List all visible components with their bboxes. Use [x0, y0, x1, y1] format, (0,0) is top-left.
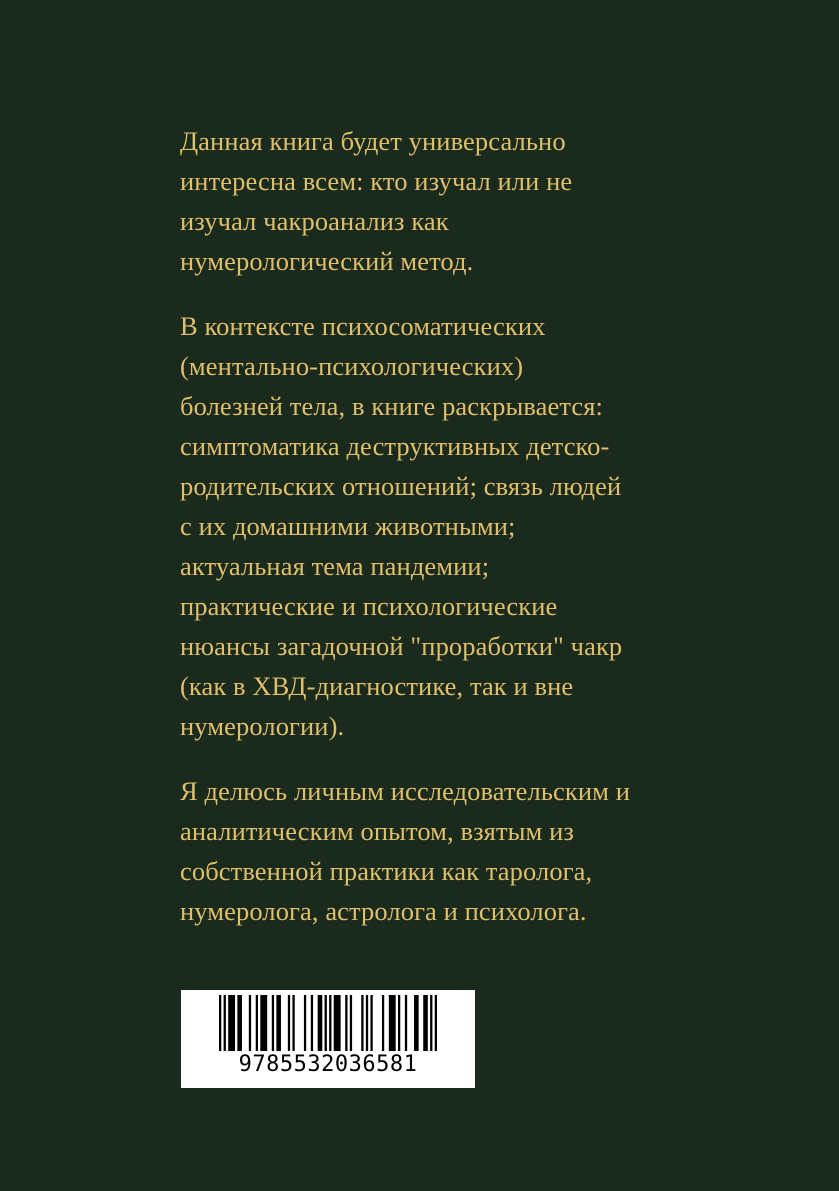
text-line: нумерологии).	[180, 711, 345, 741]
isbn-number: 9785532036581	[238, 1052, 418, 1077]
barcode-bar	[389, 995, 396, 1051]
barcode-bar	[272, 995, 274, 1051]
barcode-bar	[256, 995, 258, 1051]
paragraph-context	[180, 306, 660, 746]
barcode-bar	[350, 995, 352, 1051]
barcode-bar	[370, 995, 372, 1051]
barcode-bar	[405, 995, 407, 1051]
text-line: нумерологический метод.	[180, 246, 474, 276]
barcode-bar	[334, 995, 341, 1051]
text-line: болезней тела, в книге раскрывается:	[180, 391, 603, 421]
text-line: В контексте психосоматических	[180, 311, 546, 341]
barcode-bar	[366, 995, 368, 1051]
barcode-bar	[398, 995, 400, 1051]
barcode-bar	[228, 995, 235, 1051]
barcode-bar	[237, 995, 242, 1051]
text-line: Данная книга будет универсально	[180, 126, 566, 156]
barcode-bar	[325, 995, 327, 1051]
isbn-barcode	[181, 990, 475, 1088]
paragraph-author	[180, 771, 660, 931]
barcode-bar	[276, 995, 281, 1051]
barcode-bar	[430, 995, 432, 1051]
annotation-text	[180, 121, 660, 956]
text-line: родительских отношений; связь людей	[180, 471, 622, 501]
barcode-bar	[345, 995, 347, 1051]
text-line: нумеролога, астролога и психолога.	[180, 896, 587, 926]
barcode-bar	[423, 995, 428, 1051]
text-line: (ментально-психологических)	[180, 351, 524, 381]
barcode-bar	[260, 995, 267, 1051]
text-line: изучал чакроанализ как	[180, 206, 449, 236]
text-line: актуальная тема пандемии;	[180, 551, 490, 581]
barcode-bar	[288, 995, 290, 1051]
text-line: собственной практики как таролога,	[180, 856, 593, 886]
barcode-bar	[414, 995, 419, 1051]
barcode-bar	[318, 995, 323, 1051]
barcode-bar	[304, 995, 306, 1051]
barcode-bar	[224, 995, 226, 1051]
text-line: (как в ХВД-диагностике, так и вне	[180, 671, 574, 701]
barcode-bar	[382, 995, 384, 1051]
barcode-bar	[292, 995, 294, 1051]
text-line: с их домашними животными;	[180, 511, 516, 541]
barcode-bar	[219, 995, 221, 1051]
text-line: Я делюсь личным исследовательским и	[180, 776, 631, 806]
text-line: аналитическим опытом, взятым из	[180, 816, 575, 846]
text-line: интересна всем: кто изучал или не	[180, 166, 573, 196]
paragraph-intro	[180, 121, 660, 281]
text-line: практические и психологические	[180, 591, 558, 621]
text-line: нюансы загадочной "проработки" чакр	[180, 631, 623, 661]
barcode-bar	[435, 995, 437, 1051]
text-line: симптоматика деструктивных детско-	[180, 431, 610, 461]
barcode-bar	[311, 995, 313, 1051]
barcode-bar	[361, 995, 363, 1051]
barcode-bar	[249, 995, 251, 1051]
barcode-bars	[219, 995, 437, 1051]
barcode-bar	[329, 995, 331, 1051]
